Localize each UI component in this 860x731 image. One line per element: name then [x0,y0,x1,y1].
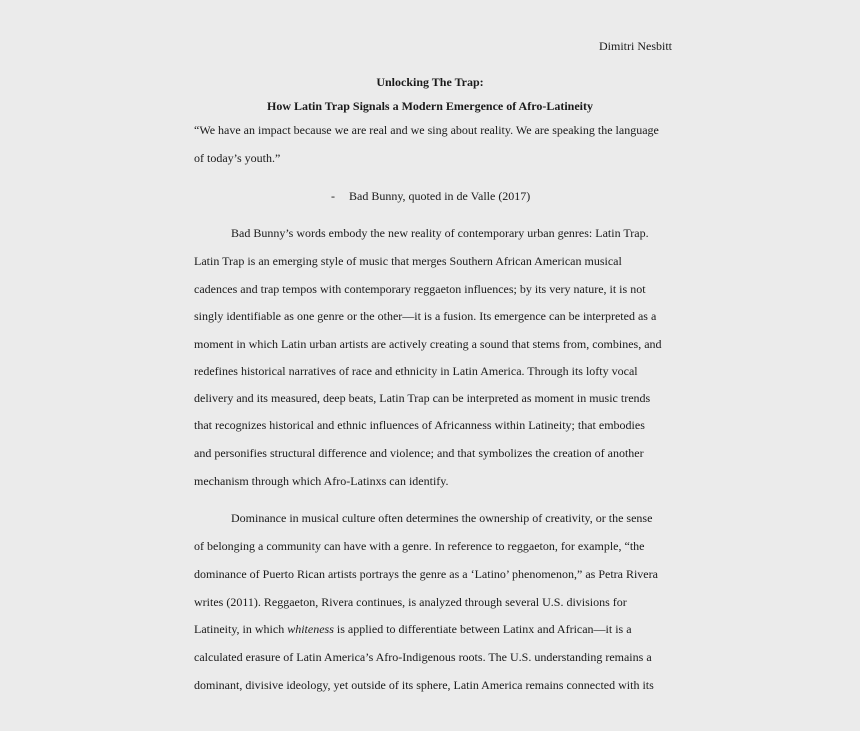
paragraph-line: dominant, divisive ideology, yet outside of its sphere, Latin America remains connected with its [194,678,654,692]
paragraph-line: Dominance in musical culture often determines the ownership of creativity, or the sense [231,511,653,525]
paragraph-line: Bad Bunny’s words embody the new reality of contemporary urban genres: Latin Trap. [231,226,649,240]
epigraph-attribution [331,189,530,203]
attribution-dash: - [331,189,335,203]
paragraph-line: mechanism through which Afro-Latinxs can identify. [194,474,449,488]
paragraph-line: singly identifiable as one genre or the other—it is a fusion. Its emergence can be interpreted as a [194,309,657,323]
emphasis-whiteness: whiteness [287,622,334,636]
line-text: is applied to differentiate between Latinx and African—it is a [333,622,632,636]
paragraph-line [194,622,632,636]
paragraph-line: Latin Trap is an emerging style of music that merges Southern African American musical [194,254,622,268]
paragraph-line: dominance of Puerto Rican artists portrays the genre as a ‘Latino’ phenomenon,” as Petra Rivera [194,567,658,581]
paragraph-line: calculated erasure of Latin America’s Afro-Indigenous roots. The U.S. understanding remains a [194,650,652,664]
paragraph-line: delivery and its measured, deep beats, Latin Trap can be interpreted as moment in music trends [194,391,651,405]
attribution-text: Bad Bunny, quoted in de Valle (2017) [349,189,531,203]
line-text: Latineity, in which [194,622,288,636]
paragraph-line: that recognizes historical and ethnic influences of Africanness within Latineity; that embodies [194,418,645,432]
paper-title: Unlocking The Trap: [376,75,484,89]
author-name: Dimitri Nesbitt [599,39,672,53]
paragraph-line: moment in which Latin urban artists are actively creating a sound that stems from, combines, and [194,337,662,351]
epigraph-line: of today’s youth.” [194,151,281,165]
paragraph-line: cadences and trap tempos with contemporary reggaeton influences; by its very nature, it is not [194,282,646,296]
paragraph-line: and personifies structural difference and violence; and that symbolizes the creation of another [194,446,644,460]
paragraph-line: writes (2011). Reggaeton, Rivera continues, is analyzed through several U.S. divisions for [194,595,627,609]
paragraph-line: of belonging a community can have with a genre. In reference to reggaeton, for example, “the [194,539,645,553]
epigraph-line: “We have an impact because we are real and we sing about reality. We are speaking the language [194,123,659,137]
paragraph-line: redefines historical narratives of race and ethnicity in Latin America. Through its lofty vocal [194,364,638,378]
paper-subtitle: How Latin Trap Signals a Modern Emergence of Afro-Latineity [267,99,593,113]
